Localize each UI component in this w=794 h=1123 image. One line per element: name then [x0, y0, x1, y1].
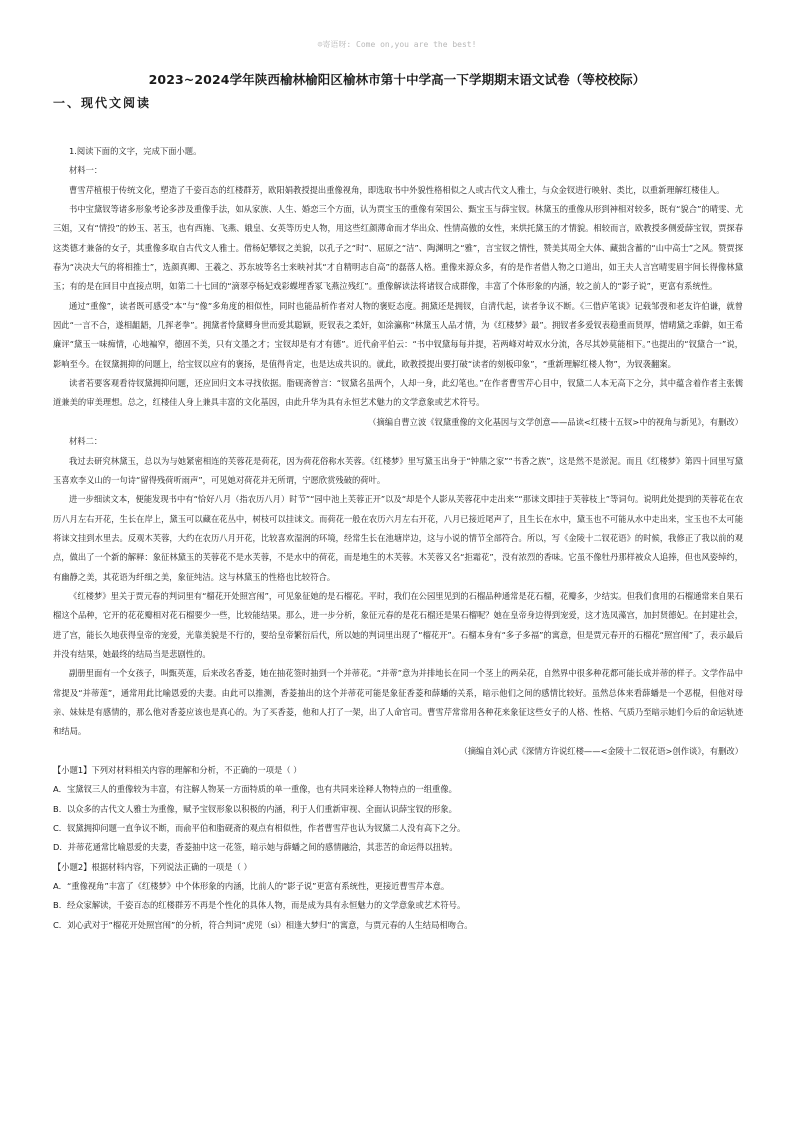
- material1-paragraph: 读者若要客观看待钗黛拥抑问题，还应回归文本寻找依据。脂砚斋曾言：“钗黛名虽两个，人却一身，此幻笔也。”在作者曹雪芹心目中，钗黛二人本无高下之分，其中蕴含着作者主张儒道兼美的审美理想。总之，红楼佳人身上兼具丰富的文化基因，由此升华为具有永恒艺术魅力的文学意象或艺术符号。: [53, 378, 743, 408]
- question2-option-a: A．“重像视角”丰富了《红楼梦》中个体形象的内涵，比前人的“影子说”更富有系统性，更接近曹雪芹本意。: [53, 881, 450, 892]
- question1-stem: 【小题1】下列对材料相关内容的理解和分析，不正确的一项是（ ）: [53, 765, 302, 775]
- intro: 1.阅读下面的文字，完成下面小题。: [69, 146, 202, 156]
- page-title: 2023~2024学年陕西榆林榆阳区榆林市第十中学高一下学期期末语文试卷（等校校际）: [148, 72, 646, 87]
- watermark: ☺寄语呀: Come on,you are the best!: [317, 40, 477, 49]
- document-body: [53, 142, 743, 935]
- material1-label: 材料一：: [69, 165, 103, 176]
- material1-source: （摘编自曹立波《钗黛重像的文化基因与文学创意——品读<红楼十五钗>中的视角与新见》，有删改）: [368, 416, 743, 427]
- question2-option-c: C．刘心武对于“榴花开处照宫闱”的分析，符合判词“虎兕（sì）相逢大梦归”的寓意，与贾元春的人生结局相吻合。: [53, 919, 473, 930]
- material2-paragraph: 我过去研究林黛玉，总以为与她紧密相连的芙蓉花是荷花，因为荷花俗称水芙蓉。《红楼梦》里写黛玉出身于“钟鼎之家”“书香之族”，这是然不是淤泥。而且《红楼梦》第四十回里写黛玉喜欢李义山的一句诗“留得残荷听雨声”，可见她对荷花并无所谓，宁愿欣赏残破的荷叶。: [53, 455, 743, 485]
- material2-paragraph: 副册里面有一个女孩子，叫甄英莲，后来改名香菱，她在抽花签时抽到一个并蒂花。“并蒂”意为并排地长在同一个茎上的两朵花，自然界中很多种花都可能长成并蒂的样子。文学作品中常提及“并蒂莲”，通常用此比喻恩爱的夫妻。由此可以推测，香菱抽出的这个并蒂花可能是象征香菱和薛蟠的关系，暗示他们之间的感情比较好。虽然总体来看薛蟠是一个恶棍，但他对母亲、妹妹是有感情的，那么他对香菱应该也是真心的。为了买香菱，他和人打了一架，出了人命官司。曹雪芹常常用各种花来象征这些女子的人格、性格、气质乃至暗示她们今后的命运轨迹和结局。: [53, 668, 743, 737]
- material2-source: （摘编自刘心武《深情方许说红楼——<金陵十二钗花语>创作谈》，有删改）: [459, 745, 743, 756]
- question2-stem: 【小题2】根据材料内容，下列说法正确的一项是（ ）: [53, 861, 252, 872]
- section-heading: 一、现代文阅读: [53, 96, 152, 110]
- question1-option-b: B．以众多的古代文人雅士为重像，赋予宝钗形象以积极的内涵，利于人们重新审视、全面认识薛宝钗的形象。: [53, 803, 457, 814]
- material1-paragraph: 曹雪芹植根于传统文化，塑造了千姿百态的红楼群芳，欧阳娟教授提出重像视角，即选取书中外貌性格相似之人或古代文人雅士，与众金钗进行映射、类比，以重新理解红楼佳人。: [69, 184, 725, 195]
- material1-paragraph: 通过“重像”，读者既可感受“本”与“像”多角度的相似性，同时也能品析作者对人物的褒贬态度。拥黛还是拥钗，自清代起，读者争议不断。《三借庐笔谈》记载邹弢和老友许伯谦，就曾因此“一言不合，遂相龃龉，几挥老拳”。拥黛者怜黛卿身世而爱其聪颖，贬钗表之柔奸，如涂瀛称“林黛玉人品才情，为《红楼梦》最”。拥钗者多爱钗表稳重而贤厚，惜晴黛之乖僻，如王希廉评“黛玉一味痴情，心地褊窄，德固不美，只有文墨之才；宝钗却是有才有德”。近代俞平伯云：“书中钗黛每每并提，若两峰对峙双水分流，各尽其妙莫能相下。”也提出的“钗黛合一”说，影响至今。在钗黛拥抑的问题上，给宝钗以应有的褒扬，是值得肯定，也是达成共识的。就此，欧教授提出要打破“读者的刻板印象”，“重新理解红楼人物”，为钗袭翻案。: [53, 300, 743, 369]
- material1-paragraph: 书中宝黛钗等诸多形象考论多涉及重像手法，如从家族、人生、婚恋三个方面，认为贾宝玉的重像有荣国公、甄宝玉与薛宝钗。林黛玉的重像从形到神相对较多，既有“貌合”的晴雯、尤三姐，又有“情投”的妙玉、茗玉，也有西施、飞燕、娥皇、女英等历史人物，用这些红颜薄命而才华出众、性情高傲的女性，来烘托黛玉的才情貌。相较而言，欧教授多侧爱薛宝钗，贾探春这类德才兼备的女子，其重像多取自古代文人雅士。借杨妃攀钗之美貌，以孔子之“时”、屈原之“洁”、陶渊明之“雅”，言宝钗之情性，赞美其周全大体、藏拙含蓄的“山中高士”之风。赞贾探春为“决决大气的将相推士”，选颜真卿、王羲之、苏东坡等名士来映衬其“才自精明志自高”的磊落人格。重像来源众多，有的是作者借人物之口道出，如王夫人言宫晴雯眉宇间长得像林黛玉；有的是在回目中直接点明，如第二十七回的“滴翠亭杨妃戏彩蝶埋香冢飞燕泣残红”。重像解读法将诸钗合成群像，丰富了个体形象的内涵，较之前人的“影子说”，更富有系统性。: [53, 204, 743, 292]
- question2-option-b: B．经众家解读，千姿百态的红楼群芳不再是个性化的具体人物，而是成为具有永恒魅力的文学意象或艺术符号。: [53, 900, 466, 911]
- material2-label: 材料二：: [69, 436, 103, 447]
- question1-option-d: D．并蒂花通常比喻恩爱的夫妻，香菱抽中这一花签，暗示她与薛蟠之间的感情融洽，其悲苦的命运得以扭转。: [53, 842, 458, 853]
- material2-paragraph: 进一步细读文本，便能发现书中有“恰好八月（指农历八月）时节”“园中池上芙蓉正开”以及“却是个人影从芙蓉花中走出来”“那诔文即挂于芙蓉枝上”等词句。说明此处提到的芙蓉花在农历八月左右开花，生长在岸上，黛玉可以藏在花丛中，树枝可以挂诔文。而荷花一般在农历六月左右开花，八月已接近尾声了，且生长在水中，黛玉也不可能从水中走出来，宝玉也不太可能将诔文挂到水里去。反观木芙蓉，大约在农历八月开花，比较喜欢湿润的环境，经常生长在池塘岸边，这与小说的情节全部符合。所以，写《金陵十二钗花语》的时候，我修正了我以前的观点，做出了一个新的解释：象征林黛玉的芙蓉花不是水芙蓉，不是水中的荷花，而是地生的木芙蓉。木芙蓉又名“拒霜花”，没有浓烈的香味。它虽不像牡丹那样被众人追捧，但也风姿绰约，有幽静之美，其花语为纤细之美，象征纯洁。这与林黛玉的性格也比较符合。: [53, 494, 743, 582]
- question1-option-c: C．钗黛拥抑问题一直争议不断，而俞平伯和脂砚斋的观点有相似性，作者曹雪芹也认为钗黛二人没有高下之分。: [53, 823, 466, 834]
- question1-option-a: A．宝黛钗三人的重像较为丰富，有注解人物某一方面特质的单一重像，也有共同来诠释人物特点的一组重像。: [53, 784, 457, 795]
- material2-paragraph: 《红楼梦》里关于贾元春的判词里有“榴花开处照宫闱”，可见象征她的是石榴花。平时，我们在公园里见到的石榴品种通常是花石榴，花瓣多，少结实。但我们食用的石榴通常来自果石榴这个品种，它开的花花瓣相对花石榴要少一些，比较能结果。那么，进一步分析，象征元春的是花石榴还是果石榴呢？她在皇帝身边得到宠爱，这才选凤藻宫，加封贤德妃。在封建社会，进了宫，能长久地获得皇帝的宠爱，光靠美貌是不行的，要给皇帝繁衍后代，所以她的判词里出现了“榴花开”。石榴本身有“多子多福”的寓意，但是贾元春开的石榴花“照宫闱”了，表示最后并没有结果，她最终的结局当是悲剧性的。: [53, 590, 743, 659]
